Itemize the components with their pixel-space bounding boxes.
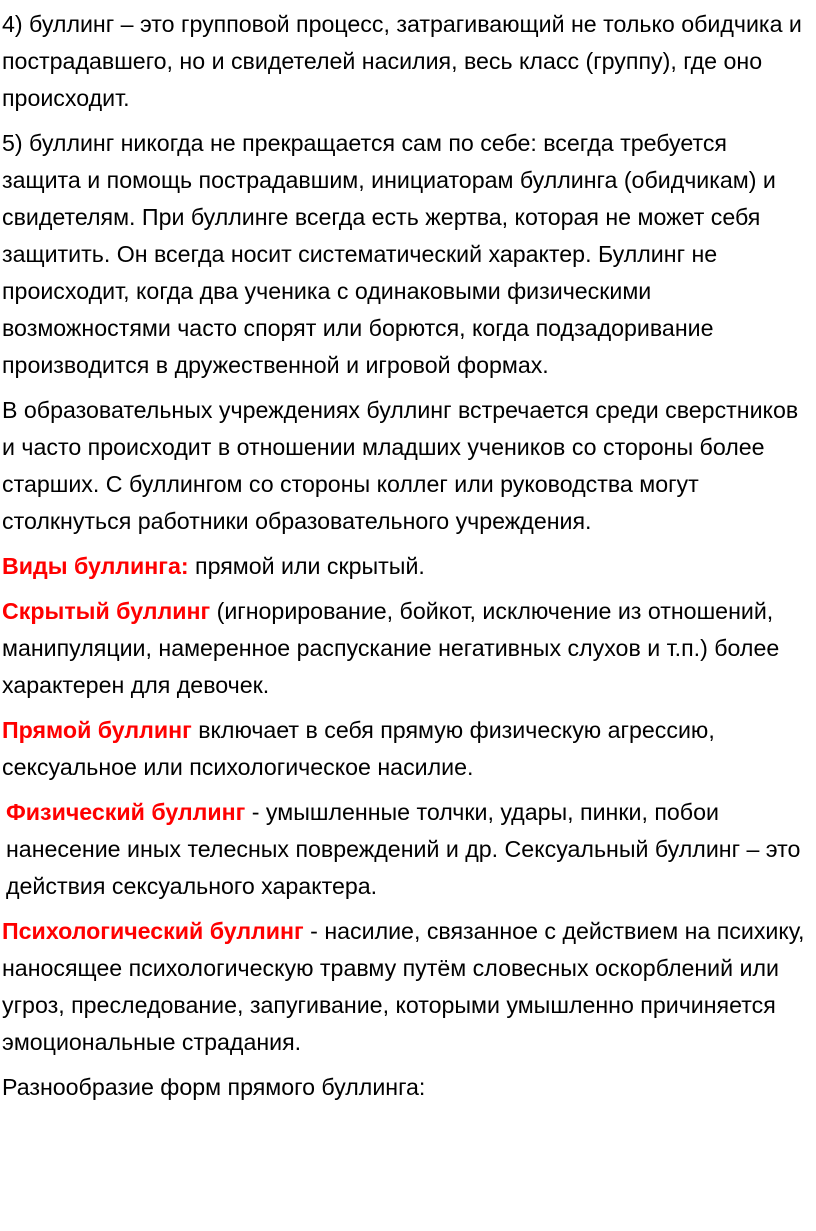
paragraph-physical-bullying xyxy=(2,794,808,905)
bullying-types-text: прямой или скрытый. xyxy=(188,553,425,579)
direct-bullying-text: включает в себя прямую физическую агрессию, сексуальное или психологическое насилие. xyxy=(2,717,715,780)
paragraph-direct-bullying xyxy=(2,712,808,786)
term-direct-bullying: Прямой буллинг xyxy=(2,717,192,743)
psychological-bullying-text: - насилие, связанное с действием на психику, наносящее психологическую травму путём словесных оскорблений или угроз, преследование, запугивание, которыми умышленно причиняется эмоциональные страдания. xyxy=(2,918,805,1055)
term-bullying-types: Виды буллинга: xyxy=(2,553,189,579)
paragraph-bullying-types xyxy=(2,548,808,585)
physical-bullying-text: - умышленные толчки, удары, пинки, побои нанесение иных телесных повреждений и др. Сексуальный буллинг – это действия сексуального характера. xyxy=(6,799,801,899)
term-physical-bullying: Физический буллинг xyxy=(6,799,246,825)
paragraph-educational-institutions: В образовательных учреждениях буллинг встречается среди сверстников и часто происходит в отношении младших учеников со стороны более старших. С буллингом со стороны коллег или руководства могут столкнуться работники образовательного учреждения. xyxy=(2,397,799,534)
paragraph-direct-forms-heading: Разнообразие форм прямого буллинга: xyxy=(2,1074,426,1100)
paragraph-point-4: 4) буллинг – это групповой процесс, затрагивающий не только обидчика и пострадавшего, но и свидетелей насилия, весь класс (группу), где оно происходит. xyxy=(2,11,802,111)
paragraph-point-5: 5) буллинг никогда не прекращается сам по себе: всегда требуется защита и помощь пострадавшим, инициаторам буллинга (обидчикам) и свидетелям. При буллинге всегда есть жертва, которая не может себя защитить. Он всегда носит систематический характер. Буллинг не происходит, когда два ученика с одинаковыми физическими возможностями часто спорят или борются, когда подзадоривание производится в дружественной и игровой формах. xyxy=(2,130,776,378)
term-psychological-bullying: Психологический буллинг xyxy=(2,918,304,944)
hidden-bullying-text: (игнорирование, бойкот, исключение из отношений, манипуляции, намеренное распускание негативных слухов и т.п.) более характерен для девочек. xyxy=(2,598,780,698)
paragraph-psychological-bullying xyxy=(2,913,808,1061)
paragraph-hidden-bullying xyxy=(2,593,808,704)
term-hidden-bullying: Скрытый буллинг xyxy=(2,598,211,624)
